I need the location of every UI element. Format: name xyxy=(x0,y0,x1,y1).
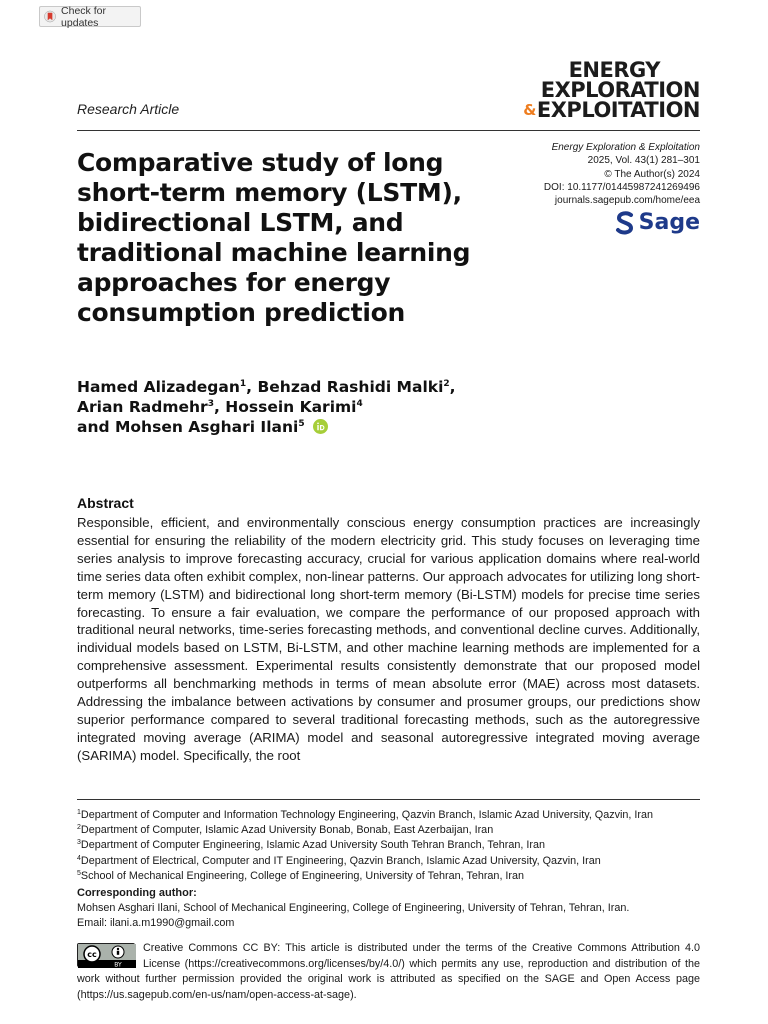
journal-logo-line3-text: EXPLOITATION xyxy=(536,98,700,122)
corresponding-author-heading: Corresponding author: xyxy=(77,887,197,900)
affiliation-text: School of Mechanical Engineering, College of Engineering, University of Tehran, Tehran, Iran xyxy=(80,869,525,882)
author-name[interactable]: Arian Radmehr xyxy=(77,398,208,416)
svg-text:BY: BY xyxy=(114,961,122,968)
author-list xyxy=(77,377,497,437)
author-separator: , xyxy=(449,378,456,396)
affiliation-number: 2 xyxy=(77,824,81,832)
affiliation-item xyxy=(77,823,700,838)
copyright: © The Author(s) 2024 xyxy=(604,168,700,180)
journal-url[interactable]: journals.sagepub.com/home/eea xyxy=(554,195,700,207)
license-notice xyxy=(77,941,700,1003)
journal-logo xyxy=(523,60,700,120)
license-text: Creative Commons CC BY: This article is distributed under the terms of the Creative Commons Attribution 4.0 License (https://creativecommons.org/licenses/by/4.0/) which permits any use, reproduction and distribution of the work without further permission provided the original work is attributed as specified on the SAGE and Open Access page (https://us.sagepub.com/en-us/nam/open-access-at-sage). xyxy=(77,942,700,1001)
author-affiliation-number: 4 xyxy=(356,399,363,409)
doi[interactable]: DOI: 10.1177/01445987241269496 xyxy=(543,181,700,193)
author-affiliation-number: 1 xyxy=(239,379,247,389)
bookmark-icon xyxy=(44,10,56,23)
volume-info: 2025, Vol. 43(1) 281–301 xyxy=(587,155,700,167)
svg-text:cc: cc xyxy=(87,950,97,959)
author-affiliation-number: 3 xyxy=(207,399,214,409)
affiliation-text: Department of Computer, Islamic Azad University Bonab, Bonab, East Azerbaijan, Iran xyxy=(80,824,494,837)
sage-s-icon xyxy=(615,211,635,235)
abstract-text: Responsible, efficient, and environmentally conscious energy consumption practices are increasingly essential for ensuring the reliability of the modern electricity grid. This study focuses on leveraging time series analysis to improve forecasting accuracy, crucial for various application domains where real-world time series data often exhibit complex, non-linear patterns. Our approach advocates for utilizing long short-term memory (LSTM) and bidirectional long short-term memory (Bi-LSTM) models for precise time series forecasting. To ensure a fair evaluation, we compare the performance of our proposed approach with traditional neural networks, time-series forecasting methods, and conventional decline curves. Additionally, individual models based on LSTM, Bi-LSTM, and other machine learning methods are implemented for a comprehensive assessment. Experimental results consistently demonstrate that our proposed model outperforms all benchmarking methods in terms of mean absolute error (MAE) across most datasets. Addressing the imbalance between activations by consumer and prosumer groups, our predictions show superior performance compared to several traditional forecasting methods, such as the autoregressive integrated moving average (ARIMA) model and seasonal autoregressive integrated moving average (SARIMA) model. Specifically, the root xyxy=(77,515,700,763)
author-name[interactable]: Behzad Rashidi Malki xyxy=(257,378,444,396)
affiliation-text: Department of Computer Engineering, Islamic Azad University South Tehran Branch, Tehran, Iran xyxy=(80,839,546,852)
check-for-updates-label: Check for updates xyxy=(61,4,106,29)
affiliation-text: Department of Computer and Information Technology Engineering, Qazvin Branch, Islamic Azad University, Qazvin, Iran xyxy=(80,809,654,821)
affiliation-item xyxy=(77,869,700,884)
affiliation-number: 3 xyxy=(77,839,81,847)
orcid-icon[interactable] xyxy=(313,419,328,434)
author-separator: , xyxy=(213,398,226,416)
journal-logo-amp: & xyxy=(523,101,536,119)
affiliation-text: Department of Electrical, Computer and IT Engineering, Qazvin Branch, Islamic Azad University, Qazvin, Iran xyxy=(80,854,601,867)
journal-logo-line2: EXPLORATION xyxy=(540,78,700,102)
affiliation-number: 1 xyxy=(77,809,81,816)
author-affiliation-number: 2 xyxy=(443,379,450,389)
affiliation-number: 5 xyxy=(77,869,81,877)
footnote-divider xyxy=(77,799,700,800)
paper-title: Comparative study of long short-term memory (LSTM), bidirectional LSTM, and traditional machine learning approaches for energy consumption prediction xyxy=(77,148,471,327)
author-name[interactable]: Hamed Alizadegan xyxy=(77,378,240,396)
cc-by-badge[interactable] xyxy=(77,943,135,967)
affiliation-item xyxy=(77,854,700,869)
article-type: Research Article xyxy=(77,101,180,117)
check-for-updates-button[interactable] xyxy=(39,6,141,27)
author-separator: , xyxy=(246,378,258,396)
journal-name: Energy Exploration & Exploitation xyxy=(551,142,700,153)
author-affiliation-number: 5 xyxy=(298,419,305,429)
abstract-heading: Abstract xyxy=(77,495,134,511)
affiliations xyxy=(77,808,700,932)
cc-by-icon xyxy=(78,944,136,968)
publication-metadata xyxy=(460,141,700,207)
journal-logo-line1: ENERGY xyxy=(568,58,660,82)
author-name[interactable]: Hossein Karimi xyxy=(225,398,357,416)
author-name[interactable]: and Mohsen Asghari Ilani xyxy=(77,418,299,436)
sage-logo-text: Sage xyxy=(638,210,700,235)
corresponding-author-email[interactable]: Email: ilani.a.m1990@gmail.com xyxy=(77,917,235,930)
corresponding-author-address: Mohsen Asghari Ilani, School of Mechanical Engineering, College of Engineering, University of Tehran, Tehran, Iran. xyxy=(77,902,630,915)
affiliation-item xyxy=(77,838,700,853)
header-divider xyxy=(77,130,700,131)
journal-logo-line3 xyxy=(523,100,700,120)
affiliation-number: 4 xyxy=(77,854,81,862)
affiliation-item xyxy=(77,808,700,823)
sage-logo xyxy=(615,210,700,235)
